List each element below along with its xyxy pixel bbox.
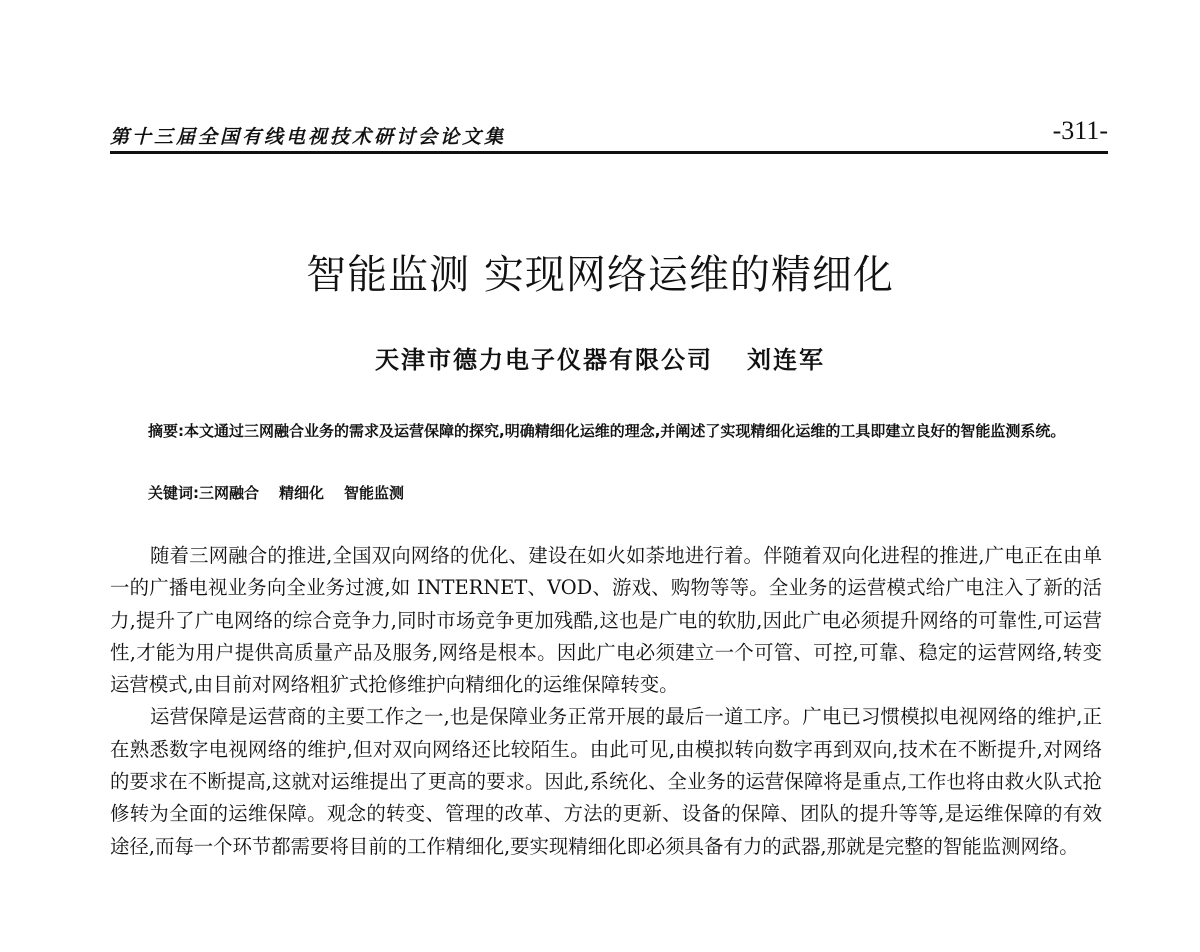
byline <box>0 340 1200 375</box>
keyword: 智能监测 <box>344 484 405 502</box>
body-paragraph: 随着三网融合的推进,全国双向网络的优化、建设在如火如荼地进行着。伴随着双向化进程的推进,广电正在由单一的广播电视业务向全业务过渡,如 INTERNET、VOD、游戏、购物等等。全业务的运营模式给广电注入了新的活力,提升了广电网络的综合竞争力,同时市场竞争更加残酷,这也是广电的软肋,因此广电必须提升网络的可靠性,可运营性,才能为用户提供高质量产品及服务,网络是根本。因此广电必须建立一个可管、可控,可靠、稳定的运营网络,转变运营模式,由目前对网络粗犷式抢修维护向精细化的运维保障转变。 <box>110 544 1102 697</box>
keywords <box>148 482 424 503</box>
keywords-label: 关键词: <box>148 484 199 502</box>
author-name: 刘连军 <box>747 346 825 374</box>
affiliation: 天津市德力电子仪器有限公司 <box>375 346 713 374</box>
header-rule <box>110 151 1108 154</box>
abstract-text: 本文通过三网融合业务的需求及运营保障的探究,明确精细化运维的理念,并阐述了实现精细化运维的工具即建立良好的智能监测系统。 <box>184 422 1066 440</box>
abstract <box>110 418 1100 445</box>
keyword: 三网融合 <box>199 484 260 502</box>
page-number: -311- <box>1052 116 1108 145</box>
body-text <box>110 540 1102 863</box>
body-paragraph: 运营保障是运营商的主要工作之一,也是保障业务正常开展的最后一道工序。广电已习惯模拟电视网络的维护,正在熟悉数字电视网络的维护,但对双向网络还比较陌生。由此可见,由模拟转向数字再到双向,技术在不断提升,对网络的要求在不断提高,这就对运维提出了更高的要求。因此,系统化、全业务的运营保障将是重点,工作也将由救火队式抢修转为全面的运维保障。观念的转变、管理的改革、方法的更新、设备的保障、团队的提升等等,是运维保障的有效途径,而每一个环节都需要将目前的工作精细化,要实现精细化即必须具备有力的武器,那就是完整的智能监测网络。 <box>110 705 1102 858</box>
paper-title: 智能监测 实现网络运维的精细化 <box>306 252 894 298</box>
running-header-title: 第十三届全国有线电视技术研讨会论文集 <box>110 126 507 148</box>
keyword: 精细化 <box>279 484 325 502</box>
abstract-label: 摘要: <box>148 422 184 440</box>
